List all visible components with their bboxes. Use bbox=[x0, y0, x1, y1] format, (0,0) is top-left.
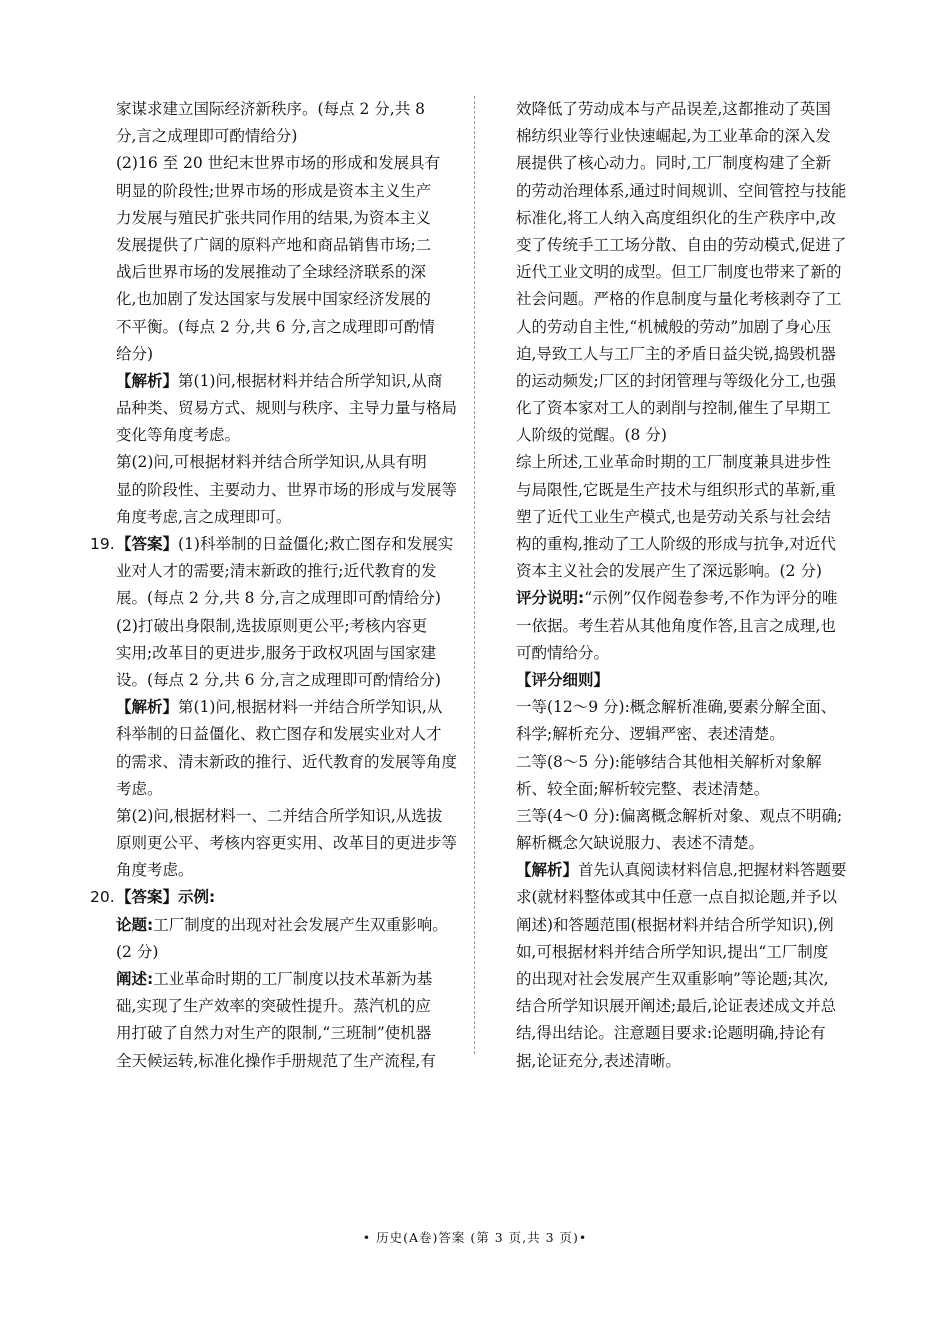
section-label: 论题: bbox=[116, 915, 154, 934]
line-text: 业对人才的需要;清末新政的推行;近代教育的发 bbox=[116, 562, 437, 581]
text-line bbox=[116, 314, 461, 341]
line-text: 展。(每点 2 分,共 8 分,言之成理即可酌情给分) bbox=[116, 589, 441, 608]
section-label: 评分说明: bbox=[516, 589, 585, 608]
text-line bbox=[116, 178, 461, 205]
text-line bbox=[116, 776, 461, 803]
text-line bbox=[116, 694, 461, 721]
line-text: 与局限性,它既是生产技术与组织形式的革新,重 bbox=[516, 480, 836, 499]
line-text: 品种类、贸易方式、规则与秩序、主导力量与格局 bbox=[116, 399, 458, 418]
line-text: 展提供了核心动力。同时,工厂制度构建了全新 bbox=[516, 154, 831, 173]
text-line bbox=[516, 178, 861, 205]
line-text: 求(就材料整体或其中任意一点自拟论题,并予以 bbox=[516, 888, 837, 907]
line-text: 不平衡。(每点 2 分,共 6 分,言之成理即可酌情 bbox=[116, 317, 435, 336]
line-text: 可酌情给分。 bbox=[516, 643, 610, 662]
text-line bbox=[116, 857, 461, 884]
line-text: 一等(12～9 分):概念解析准确,要素分解全面、 bbox=[516, 698, 837, 717]
line-text: 如,可根据材料并结合所学知识,提出“工厂制度 bbox=[516, 942, 829, 961]
line-text: (2 分) bbox=[116, 942, 159, 961]
text-line bbox=[516, 422, 861, 449]
line-text: 人的劳动自主性,“机械般的劳动”加剧了身心压 bbox=[516, 317, 832, 336]
text-line bbox=[516, 314, 861, 341]
line-text: 第(1)问,根据材料并结合所学知识,从商 bbox=[178, 371, 443, 390]
text-line bbox=[116, 640, 461, 667]
line-text: 第(2)问,根据材料一、二并结合所学知识,从选拔 bbox=[116, 806, 443, 825]
text-line bbox=[116, 259, 461, 286]
text-line bbox=[516, 477, 861, 504]
text-line bbox=[516, 150, 861, 177]
line-text: 础,实现了生产效率的突破性提升。蒸汽机的应 bbox=[116, 997, 431, 1016]
text-line bbox=[516, 504, 861, 531]
line-text: 社会问题。严格的作息制度与量化考核剥夺了工 bbox=[516, 290, 842, 309]
section-label: 【答案】 bbox=[116, 535, 179, 553]
line-text: 综上所述,工业革命时期的工厂制度兼具进步性 bbox=[516, 453, 831, 472]
text-line bbox=[516, 96, 861, 123]
line-text: 变化等角度考虑。 bbox=[116, 426, 241, 445]
line-text: (1)科举制的日益僵化;救亡图存和发展实 bbox=[178, 535, 454, 553]
text-line bbox=[116, 1048, 461, 1075]
text-line bbox=[516, 368, 861, 395]
text-line bbox=[516, 830, 861, 857]
text-line bbox=[516, 640, 861, 667]
text-line bbox=[116, 123, 461, 150]
line-text: 工业革命时期的工厂制度以技术革新为基 bbox=[153, 970, 433, 988]
line-text: 化了资本家对工人的剥削与控制,催生了早期工 bbox=[516, 399, 831, 418]
section-label: 【解析】 bbox=[116, 698, 179, 717]
text-line bbox=[116, 558, 461, 585]
line-text: 效降低了劳动成本与产品误差,这都推动了英国 bbox=[516, 100, 831, 118]
line-text: 科学;解析充分、逻辑严密、表述清楚。 bbox=[516, 725, 785, 744]
line-text: 棉纺织业等行业快速崛起,为工业革命的深入发 bbox=[516, 127, 831, 146]
text-line bbox=[516, 694, 861, 721]
column-divider bbox=[474, 96, 475, 1054]
line-text: 塑了近代工业生产模式,也是劳动关系与社会结 bbox=[516, 507, 831, 526]
text-line bbox=[516, 341, 861, 368]
line-text: 的运动频发;厂区的封闭管理与等级化分工,也强 bbox=[516, 371, 837, 390]
text-line bbox=[116, 613, 461, 640]
line-text: 的出现对社会发展产生双重影响”等论题;其次, bbox=[516, 970, 829, 988]
text-line bbox=[116, 830, 461, 857]
text-line bbox=[116, 1020, 461, 1047]
text-line bbox=[516, 993, 861, 1020]
question-number: 20. bbox=[90, 888, 115, 907]
text-line bbox=[116, 667, 461, 694]
text-line bbox=[516, 613, 861, 640]
text-line bbox=[116, 966, 461, 993]
text-line bbox=[516, 1020, 861, 1047]
line-text: 变了传统手工工场分散、自由的劳动模式,促进了 bbox=[516, 235, 847, 254]
line-text: 战后世界市场的发展推动了全球经济联系的深 bbox=[116, 263, 427, 282]
text-line bbox=[116, 477, 461, 504]
line-text: 标准化,将工人纳入高度组织化的生产秩序中,改 bbox=[516, 208, 836, 227]
text-line bbox=[516, 259, 861, 286]
line-text: 三等(4～0 分):偏离概念解析对象、观点不明确; bbox=[516, 806, 843, 825]
text-line bbox=[116, 803, 461, 830]
text-line bbox=[516, 803, 861, 830]
text-line bbox=[516, 449, 861, 476]
line-text: 考虑。 bbox=[116, 779, 163, 798]
text-line bbox=[90, 884, 461, 911]
text-line bbox=[116, 395, 461, 422]
line-text: 据,论证充分,表述清晰。 bbox=[516, 1051, 681, 1070]
line-text: 人阶级的觉醒。(8 分) bbox=[516, 426, 667, 445]
line-text: 第(2)问,可根据材料并结合所学知识,从具有明 bbox=[116, 453, 427, 472]
line-text: 解析概念欠缺说服力、表述不清楚。 bbox=[516, 834, 765, 853]
line-text: 显的阶段性、主要动力、世界市场的形成与发展等 bbox=[116, 480, 458, 499]
text-line bbox=[116, 939, 461, 966]
text-line bbox=[90, 531, 461, 558]
text-line bbox=[116, 422, 461, 449]
line-text: 的劳动治理体系,通过时间规训、空间管控与技能 bbox=[516, 181, 847, 200]
line-text: 角度考虑,言之成理即可。 bbox=[116, 507, 292, 526]
line-text: 科举制的日益僵化、救亡图存和发展实业对人才 bbox=[116, 725, 442, 744]
section-label: 【评分细则】 bbox=[516, 670, 610, 689]
line-text: (2)16 至 20 世纪末世界市场的形成和发展具有 bbox=[116, 154, 441, 173]
text-line bbox=[116, 205, 461, 232]
text-line bbox=[516, 1048, 861, 1075]
line-text: 阐述)和答题范围(根据材料并结合所学知识),例 bbox=[516, 915, 834, 934]
text-line bbox=[116, 449, 461, 476]
section-label: 【解析】 bbox=[516, 861, 579, 880]
text-line bbox=[116, 232, 461, 259]
line-text: 的需求、清末新政的推行、近代教育的发展等角度 bbox=[116, 752, 458, 771]
line-text: 用打破了自然力对生产的限制,“三班制”使机器 bbox=[116, 1024, 432, 1043]
text-line bbox=[516, 667, 861, 694]
line-text: 发展提供了广阔的原料产地和商品销售市场;二 bbox=[116, 235, 432, 254]
line-text: 全天候运转,标准化操作手册规范了生产流程,有 bbox=[116, 1051, 436, 1070]
line-text: 力发展与殖民扩张共同作用的结果,为资本主义 bbox=[116, 208, 431, 227]
section-label: 阐述: bbox=[116, 970, 154, 988]
text-line bbox=[116, 993, 461, 1020]
line-text: 二等(8～5 分):能够结合其他相关解析对象解 bbox=[516, 752, 822, 771]
left-column bbox=[90, 96, 461, 1075]
text-line bbox=[516, 123, 861, 150]
text-line bbox=[116, 286, 461, 313]
text-line bbox=[516, 232, 861, 259]
text-line bbox=[516, 912, 861, 939]
line-text: 工厂制度的出现对社会发展产生双重影响。 bbox=[153, 915, 448, 934]
text-line bbox=[516, 585, 861, 612]
text-line bbox=[516, 857, 861, 884]
text-line bbox=[516, 939, 861, 966]
text-line bbox=[516, 395, 861, 422]
line-text: 化,也加剧了发达国家与发展中国家经济发展的 bbox=[116, 290, 431, 309]
question-number: 19. bbox=[90, 535, 115, 553]
line-text: 析、较全面;解析较完整、表述清楚。 bbox=[516, 779, 770, 798]
text-line bbox=[516, 776, 861, 803]
page-footer: • 历史(A卷)答案 (第 3 页,共 3 页)• bbox=[362, 1230, 588, 1245]
text-line bbox=[116, 749, 461, 776]
line-text: 迫,导致工人与工厂主的矛盾日益尖锐,捣毁机器 bbox=[516, 344, 836, 363]
text-line bbox=[116, 912, 461, 939]
text-line bbox=[116, 368, 461, 395]
text-line bbox=[516, 966, 861, 993]
section-label: 【答案】示例: bbox=[116, 888, 216, 907]
line-text: 一依据。考生若从其他角度作答,且言之成理,也 bbox=[516, 616, 836, 635]
line-text: 原则更公平、考核内容更实用、改革目的更进步等 bbox=[116, 834, 458, 853]
line-text: 结合所学知识展开阐述;最后,论证表述成文并总 bbox=[516, 997, 837, 1016]
line-text: 角度考虑。 bbox=[116, 861, 194, 880]
line-text: 设。(每点 2 分,共 6 分,言之成理即可酌情给分) bbox=[116, 670, 441, 689]
text-line bbox=[516, 721, 861, 748]
text-line bbox=[116, 504, 461, 531]
line-text: 构的重构,推动了工人阶级的形成与抗争,对近代 bbox=[516, 535, 836, 553]
line-text: (2)打破出身限制,选拔原则更公平;考核内容更 bbox=[116, 616, 428, 635]
line-text: 给分) bbox=[116, 344, 154, 363]
line-text: 实用;改革目的更进步,服务于政权巩固与国家建 bbox=[116, 643, 437, 662]
line-text: 资本主义社会的发展产生了深远影响。(2 分) bbox=[516, 562, 822, 581]
line-text: 分,言之成理即可酌情给分) bbox=[116, 127, 298, 146]
line-text: 首先认真阅读材料信息,把握材料答题要 bbox=[578, 861, 847, 880]
line-text: “示例”仅作阅卷参考,不作为评分的唯 bbox=[584, 589, 838, 608]
text-line bbox=[516, 558, 861, 585]
text-line bbox=[116, 585, 461, 612]
line-text: 明显的阶段性;世界市场的形成是资本主义生产 bbox=[116, 181, 432, 200]
section-label: 【解析】 bbox=[116, 371, 179, 390]
text-line bbox=[516, 205, 861, 232]
text-line bbox=[516, 749, 861, 776]
right-column bbox=[516, 96, 861, 1075]
line-text: 近代工业文明的成型。但工厂制度也带来了新的 bbox=[516, 263, 842, 282]
line-text: 家谋求建立国际经济新秩序。(每点 2 分,共 8 bbox=[116, 100, 425, 118]
text-line bbox=[116, 150, 461, 177]
line-text: 结,得出结论。注意题目要求:论题明确,持论有 bbox=[516, 1024, 826, 1043]
text-line bbox=[516, 286, 861, 313]
text-line bbox=[116, 341, 461, 368]
line-text: 第(1)问,根据材料一并结合所学知识,从 bbox=[178, 698, 443, 717]
text-line bbox=[516, 884, 861, 911]
text-line bbox=[116, 721, 461, 748]
text-line bbox=[116, 96, 461, 123]
text-line bbox=[516, 531, 861, 558]
